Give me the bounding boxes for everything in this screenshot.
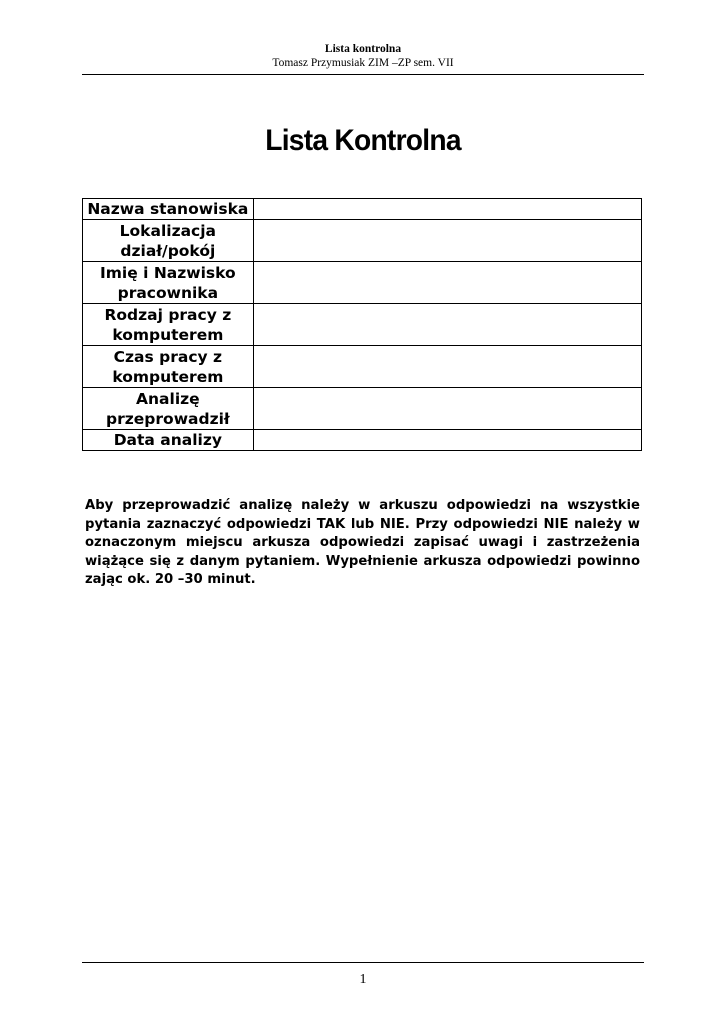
row-value-work-type[interactable] [253, 304, 641, 346]
row-value-employee-name[interactable] [253, 262, 641, 304]
document-title: Lista Kontrolna [265, 124, 461, 157]
row-value-analyst[interactable] [253, 388, 641, 430]
footer-divider [82, 962, 644, 963]
row-value-work-time[interactable] [253, 346, 641, 388]
table-row [83, 304, 642, 346]
row-value-analysis-date[interactable] [253, 430, 641, 451]
header-subtitle: Tomasz Przymusiak ZIM –ZP sem. VII [272, 57, 454, 69]
instructions-paragraph: Aby przeprowadzić analizę należy w arkuszu odpowiedzi na wszystkie pytania zaznaczyć odpowiedzi TAK lub NIE. Przy odpowiedzi NIE należy w oznaczonym miejscu arkusza odpowiedzi zapisać uwagi i zastrzeżenia wiążące się z danym pytaniem. Wypełnienie arkusza odpowiedzi powinno zając ok. 20 –30 minut. [85, 498, 640, 588]
row-label-analyst: Analizę przeprowadził [83, 388, 254, 430]
page-header [82, 42, 644, 70]
row-label-position-name: Nazwa stanowiska [83, 199, 254, 220]
table-row [83, 262, 642, 304]
table-row [83, 199, 642, 220]
page-number: 1 [359, 972, 367, 987]
checklist-info-table [82, 198, 642, 451]
table-row [83, 346, 642, 388]
table-row [83, 388, 642, 430]
row-value-position-name[interactable] [253, 199, 641, 220]
header-title: Lista kontrolna [324, 43, 402, 55]
header-divider [82, 74, 644, 75]
row-label-analysis-date: Data analizy [83, 430, 254, 451]
table-row [83, 430, 642, 451]
row-label-work-time: Czas pracy z komputerem [83, 346, 254, 388]
row-value-location[interactable] [253, 220, 641, 262]
row-label-location: Lokalizacja dział/pokój [83, 220, 254, 262]
row-label-employee-name: Imię i Nazwisko pracownika [83, 262, 254, 304]
table-row [83, 220, 642, 262]
row-label-work-type: Rodzaj pracy z komputerem [83, 304, 254, 346]
